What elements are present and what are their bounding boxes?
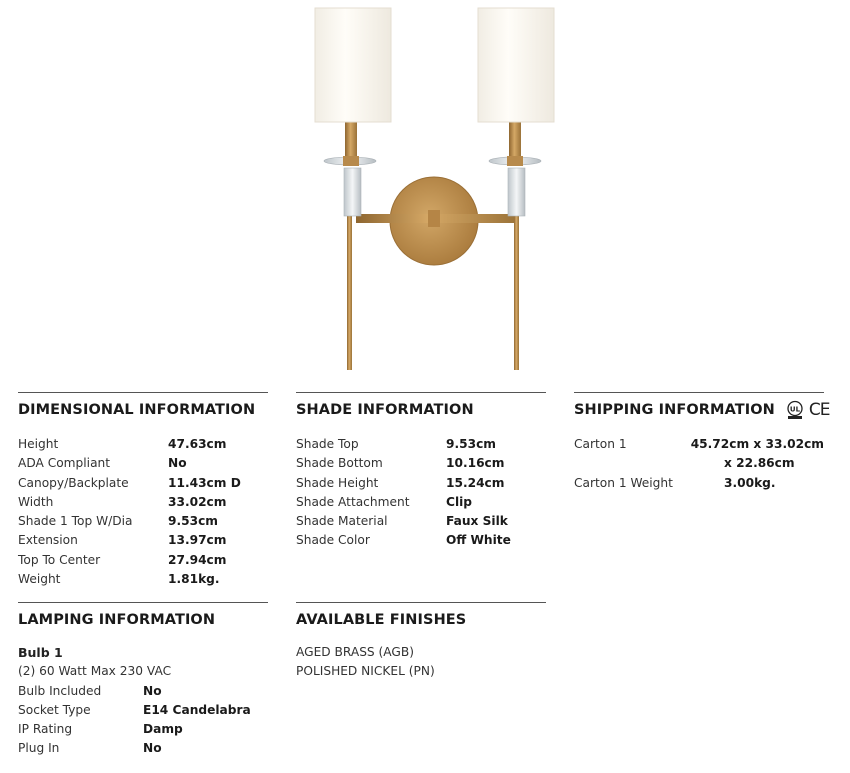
spec-row [296,435,546,454]
divider [18,392,268,393]
divider [574,392,824,393]
spec-value: 27.94cm [168,552,227,567]
section-title [574,400,830,420]
spec-label: Shade Color [296,533,370,548]
spec-row [18,531,268,550]
right-shade [478,8,554,122]
divider [296,392,546,393]
finishes-section [296,602,546,682]
spec-label: Top To Center [18,552,101,567]
spec-value: No [143,683,162,698]
spec-label: Shade Material [296,514,388,529]
spec-value: 1.81kg. [168,572,220,587]
spec-value: 45.72cm x 33.02cm [690,437,824,451]
certification-marks [785,400,830,420]
spec-label: Carton 1 Weight [574,475,673,490]
spec-value: 13.97cm [168,533,227,548]
spec-row [296,474,546,493]
spec-value: x 22.86cm [724,456,795,471]
spec-label: IP Rating [18,722,73,737]
spec-value: 15.24cm [446,475,505,490]
spec-row [296,493,546,512]
spec-value: 11.43cm D [168,475,241,490]
spec-value: Off White [446,533,511,548]
spec-row-continued [574,454,824,473]
spec-label: Plug In [18,741,60,756]
spec-value: Faux Silk [446,514,508,529]
spec-label: Shade Top [296,437,359,451]
spec-label: Shade Bottom [296,456,383,471]
ce-mark-icon: CE [808,400,830,420]
spec-value: 33.02cm [168,494,227,509]
spec-value: 3.00kg. [724,475,776,490]
spec-label: Weight [18,572,61,587]
spec-label: Shade 1 Top W/Dia [18,514,133,529]
spec-row [18,720,268,739]
bulb-heading: Bulb 1 [18,645,63,660]
finish-item: POLISHED NICKEL (PN) [296,664,435,679]
bulb-description: (2) 60 Watt Max 230 VAC [18,664,172,679]
spec-label: Bulb Included [18,683,102,698]
divider [18,602,268,603]
spec-label: Extension [18,533,78,548]
spec-value: No [143,741,162,756]
spec-label: Canopy/Backplate [18,475,129,490]
spec-label: Carton 1 [574,437,627,451]
spec-row [18,551,268,570]
svg-text:UL: UL [789,405,801,414]
spec-value: 10.16cm [446,456,505,471]
section-title: SHADE INFORMATION [296,402,474,418]
spec-row [18,682,268,701]
wall-sconce-image [300,0,560,375]
ul-listed-icon [785,400,805,420]
spec-label: Socket Type [18,702,91,717]
spec-row [574,474,824,493]
spec-value: Damp [143,722,183,737]
spec-row [18,512,268,531]
spec-row [574,435,824,454]
spec-label: Height [18,437,59,451]
spec-value: Clip [446,494,473,509]
left-shade [315,8,391,122]
spec-value: 9.53cm [168,514,218,529]
spec-label: Shade Attachment [296,494,410,509]
section-title: AVAILABLE FINISHES [296,612,467,628]
spec-row [18,435,268,454]
spec-value: 9.53cm [446,437,496,451]
section-title: DIMENSIONAL INFORMATION [18,402,256,418]
spec-label: Shade Height [296,475,379,490]
spec-row [18,493,268,512]
spec-row [296,512,546,531]
shipping-title: SHIPPING INFORMATION [574,402,775,418]
spec-label: Width [18,494,54,509]
spec-row [296,531,546,550]
spec-row [18,454,268,473]
spec-row [296,454,546,473]
spec-row [18,739,268,758]
shipping-section [574,392,830,493]
lamping-section [18,602,268,759]
spec-value: 47.63cm [168,437,227,451]
spec-value: No [168,456,187,471]
dimensional-section [18,392,268,589]
spec-row [18,474,268,493]
shipping-rows [574,435,824,493]
spec-label: ADA Compliant [18,456,111,471]
spec-value: E14 Candelabra [143,702,251,717]
section-title: LAMPING INFORMATION [18,612,216,628]
shade-section [296,392,546,551]
spec-row [18,570,268,589]
finish-item: AGED BRASS (AGB) [296,645,414,659]
spec-row [18,701,268,720]
divider [296,602,546,603]
